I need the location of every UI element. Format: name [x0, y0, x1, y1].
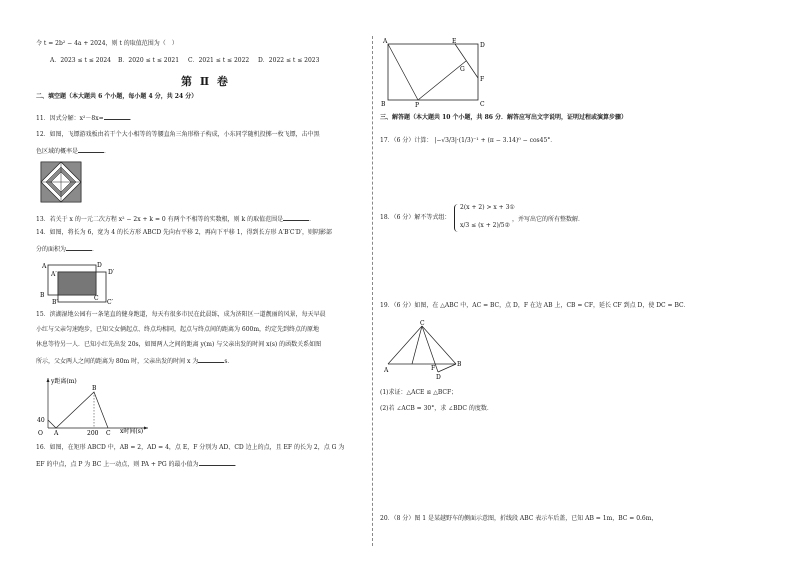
- q19-part1: (1)求证：△ACE ≌ △BCF；: [380, 389, 458, 396]
- dartboard-figure: [40, 161, 82, 203]
- graph-point-a: A: [54, 430, 59, 436]
- fig-label-g: G: [460, 66, 465, 73]
- rectangle-translation-figure: [38, 259, 128, 305]
- q12-line1: 12．如图，飞镖游戏板由若干个大小相等的等腰直角三角形格子构成，小东同学随机投掷一枚飞镖，击中黑: [36, 131, 320, 138]
- graph-y40: 40: [37, 417, 45, 424]
- graph-ylabel: y距离(m): [51, 378, 77, 385]
- graph-x200: 200: [87, 430, 99, 436]
- q11: 11．因式分解：x²－8x= ．: [36, 115, 136, 122]
- q10-option-b: B．2020 ≤ t ≤ 2021: [118, 57, 180, 64]
- tri-label-b: B: [457, 361, 462, 368]
- fig-label-f: F: [480, 76, 485, 83]
- q14-line1: 14．如图，将长为 6，宽为 4 的长方形 ABCD 先向右平移 2，再向下平移 1，得到长方形 A′B′C′D′，则阴影部: [36, 229, 333, 236]
- graph-xlabel: x时间(s): [120, 428, 144, 435]
- q17: 17．（6 分）计算： |−√3/3|·(1/3)⁻¹ + (π − 3.14)⁰ − cos45°．: [380, 137, 557, 144]
- q18-tail: ，并写出它的所有整数解．: [512, 216, 585, 223]
- q16-line1: 16．如图，在矩形 ABCD 中，AB = 2，AD = 4，点 E，F 分别为 AD、CD 边上的点，且 EF 的长为 2，点 G 为: [36, 444, 345, 451]
- tri-label-c: C: [420, 320, 425, 327]
- tri-label-d: D: [436, 374, 441, 380]
- q15-line4: 所示，父女两人之间的距离为 80m 时，父亲出发的时间 x 为 s．: [36, 358, 234, 365]
- q15-line2: 小红与父亲匀速跑步，已知父女俩起点、终点均相同，起点与终点间的距离为 600m，约定先到终点的原地: [36, 326, 320, 333]
- fig-label-a: A: [383, 38, 388, 45]
- q20: 20．（8 分）图 1 是某越野车的侧面示意图，折线段 ABC 表示车后盖，已知 AB = 1m，BC = 0.6m，: [380, 515, 658, 522]
- q14-line2: 分的面积为 ．: [36, 246, 99, 253]
- label-b-prime: B′: [52, 299, 58, 305]
- q19: 19．（6 分）如图，在 △ABC 中，AC = BC，点 D，F 在边 AB 上，CB = CF，延长 CF 到点 D，使 DC = BC．: [380, 302, 690, 309]
- label-d: D: [97, 262, 102, 269]
- tri-label-a: A: [384, 367, 389, 374]
- label-d-prime: D′: [108, 269, 115, 276]
- column-divider: [372, 36, 373, 546]
- section3-header: 三、解答题（本大题共 10 个小题，共 86 分．解答应写出文字说明，证明过程或演算步骤）: [380, 114, 628, 121]
- q18-eq1: 2(x + 2) > x + 3①: [460, 204, 515, 211]
- q10-stem: 令 t = 2b² − 4a + 2024，则 t 的取值范围为（ ）: [36, 40, 178, 47]
- q15-line3: 休息等待另一人．已知小红先出发 20s，如图两人之间的距离 y(m) 与父亲出发的时间 x(s) 的函数关系如图: [36, 341, 322, 348]
- q19-part2: (2)若 ∠ACB = 30°，求 ∠BDC 的度数．: [380, 405, 493, 412]
- q12-line2: 色区域的概率是 ．: [36, 148, 111, 155]
- graph-point-c: C: [106, 430, 111, 436]
- label-c: C: [94, 295, 99, 302]
- volume-title: 第 Ⅱ 卷: [181, 75, 230, 88]
- q10-option-c: C．2021 ≤ t ≤ 2022: [188, 57, 250, 64]
- rectangle-abcd-figure: [380, 38, 492, 108]
- fig-label-b: B: [381, 101, 386, 108]
- label-c-prime: C′: [107, 299, 113, 305]
- tri-label-f: F: [431, 365, 436, 372]
- q18: 18．（6 分）解不等式组：: [380, 214, 451, 221]
- fig-label-p: P: [415, 102, 420, 108]
- graph-origin: O: [38, 430, 43, 436]
- q15-line1: 15．滨湖湿地公园有一条笔直的健身跑道，每天有很多市民在此晨练，成为济阳区一道靓丽的风景，每天早晨: [36, 311, 326, 318]
- q13: 13．若关于 x 的一元二次方程 x² − 2x + k = 0 有两个不相等的实数根，则 k 的取值范围是 ．: [36, 216, 316, 223]
- q10-option-a: A．2023 ≤ t ≤ 2024: [50, 57, 111, 64]
- distance-time-graph: [36, 374, 156, 436]
- section2-header: 二、填空题（本大题共 6 个小题，每小题 4 分，共 24 分）: [36, 93, 198, 100]
- q16-line2: EF 的中点，点 P 为 BC 上一动点，则 PA + PG 的最小值为 ．: [36, 461, 241, 468]
- q10-option-d: D．2022 ≤ t ≤ 2023: [258, 57, 320, 64]
- fig-label-c: C: [480, 101, 485, 108]
- graph-point-b: B: [92, 385, 97, 392]
- label-a-prime: A′: [51, 271, 57, 278]
- fig-label-d: D: [480, 42, 485, 49]
- label-b: B: [40, 292, 45, 299]
- triangle-figure: [384, 320, 470, 380]
- label-a: A: [42, 263, 47, 270]
- fig-label-e: E: [452, 38, 457, 45]
- q18-eq2: x/3 ≤ (x + 2)/5②: [460, 222, 511, 229]
